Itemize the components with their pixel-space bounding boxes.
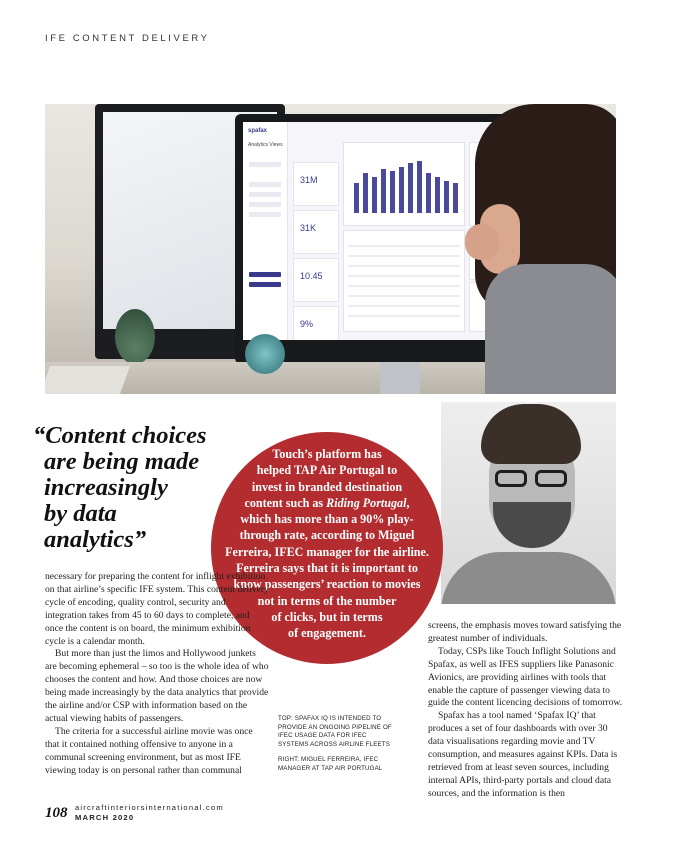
body-paragraph: necessary for preparing the content for inflight exhibition on that airline’s specific IFE system. This content delivery cycle of encoding, quality control, security and integration takes from 45 to 60 days to complete, and once the content is on board, the minimum exhibition cycle is a calendar month.: [45, 571, 269, 647]
portrait-hair: [481, 404, 581, 464]
chart-bar: [354, 183, 359, 213]
italic-title: Riding Portugal: [326, 495, 407, 510]
caption-top: TOP: SPAFAX IQ IS INTENDED TO PROVIDE AN ONGOING PIPELINE OF IFEC USAGE DATA FOR IFEC SYSTEMS ACROSS AIRLINE FLEETS: [278, 715, 392, 748]
chart-bar: [399, 167, 404, 213]
dashboard-filter: [249, 202, 281, 207]
body-paragraph: The criteria for a successful airline movie was once that it contained nothing offensive to anyone in a communal screening environment, but as most IFE viewing today is on personal rather than communal: [45, 725, 253, 776]
hero-photo-dashboard: [45, 104, 616, 394]
portrait-glasses: [491, 470, 573, 488]
pull-quote-line: are being made: [44, 448, 200, 475]
portrait-shoulders: [441, 552, 616, 604]
body-paragraph: screens, the emphasis moves toward satisfying the greatest number of individuals.: [428, 620, 622, 644]
caption-right: RIGHT: MIGUEL FERREIRA, IFEC MANAGER AT TAP AIR PORTUGAL: [278, 756, 383, 772]
chart-bar: [408, 163, 413, 213]
dashboard-filter-active: [249, 272, 281, 277]
pull-quote-line: analytics”: [44, 526, 147, 553]
pull-quote-line: by data: [44, 500, 117, 527]
kpi-card: [293, 258, 339, 302]
kpi-value: 10.45: [300, 271, 323, 281]
circle-line: invest in branded destination: [251, 479, 403, 494]
body-column-right: [428, 620, 624, 801]
person-body: [485, 264, 616, 394]
body-paragraph: Spafax has a tool named ‘Spafax IQ’ that produces a set of four dashboards with over 30 data visualisations regarding movie and TV consumption, and measures against KPIs. Data is retrieved from at least seven sources, including internal APIs, third-party portals and cloud data sources, and the information is then: [428, 710, 618, 799]
photo-captions: [278, 715, 398, 781]
circle-line: Touch’s platform has: [272, 447, 382, 461]
dashboard-filter: [249, 192, 281, 197]
dashboard-title: Analytics Views: [248, 142, 283, 148]
pull-quote-line: “Content choices: [33, 422, 207, 449]
kpi-card: [293, 306, 339, 340]
monthly-views-chart: [343, 142, 465, 226]
content-table-card: [343, 230, 465, 332]
keyboard: [45, 366, 130, 394]
glass-ornament: [245, 334, 285, 374]
kpi-value: 31K: [300, 223, 317, 233]
kpi-value: 9%: [300, 319, 314, 329]
circle-line: through rate, according to Miguel: [239, 528, 415, 543]
kpi-value: 31M: [300, 175, 318, 185]
chart-bar: [444, 181, 449, 213]
page-number: 108: [45, 805, 68, 821]
chart-bar: [417, 161, 422, 213]
circle-line: Ferreira, IFEC manager for the airline.: [225, 544, 429, 559]
chart-bar: [435, 177, 440, 213]
body-column-left: [45, 571, 269, 778]
body-paragraph: But more than just the limos and Hollywood junkets are becoming ephemeral – so too is the whole idea of who chooses the content and how. And those choices are now being made increasingly by the data analytics that provide the airline and/or CSP with information based on the actual viewing habits of passengers.: [45, 648, 269, 724]
kpi-card: [293, 210, 339, 254]
circle-line: Ferreira says that it is important to: [236, 561, 418, 576]
chart-bar: [381, 169, 386, 213]
chart-bar: [372, 177, 377, 213]
pull-quote-line: increasingly: [44, 474, 168, 501]
circle-line: which has more than a 90% play-: [240, 512, 414, 527]
dashboard-filter-active: [249, 282, 281, 287]
circle-line: of engagement.: [288, 626, 366, 641]
circle-line: content such as Riding Portugal,: [244, 495, 410, 510]
chart-bar: [390, 171, 395, 213]
website-link[interactable]: aircraftinteriorsinternational.com: [75, 803, 224, 812]
circle-line-text: content such as: [244, 495, 327, 510]
plant-decoration: [115, 309, 155, 364]
person-hand: [465, 224, 499, 260]
pull-quote: [33, 423, 223, 553]
chart-bar: [363, 173, 368, 213]
kpi-card: [293, 162, 339, 206]
monitor-stand: [380, 362, 420, 394]
dashboard-filter: [249, 212, 281, 217]
dashboard-filter: [249, 182, 281, 187]
circle-line: helped TAP Air Portugal to: [256, 463, 398, 478]
circle-line: of clicks, but in terms: [271, 609, 383, 624]
circle-line: not in terms of the number: [257, 593, 397, 608]
portrait-photo: [441, 402, 616, 604]
dashboard-sidebar: [243, 122, 288, 340]
chart-bar: [426, 173, 431, 213]
body-paragraph: Today, CSPs like Touch Inflight Solutions and Spafax, as well as IFES suppliers like Panasonic Avionics, are providing airlines with tools that enable the capture of passenger viewing data to guide the content licencing decisions of tomorrow.: [428, 645, 623, 709]
chart-bar: [453, 183, 458, 213]
circle-line: know passengers’ reaction to movies: [233, 577, 421, 592]
issue-date: MARCH 2020: [75, 813, 135, 822]
dashboard-filter: [249, 162, 281, 167]
dashboard-logo: spafax: [248, 128, 268, 134]
section-label: IFE CONTENT DELIVERY: [45, 33, 210, 44]
portrait-beard: [493, 502, 571, 548]
